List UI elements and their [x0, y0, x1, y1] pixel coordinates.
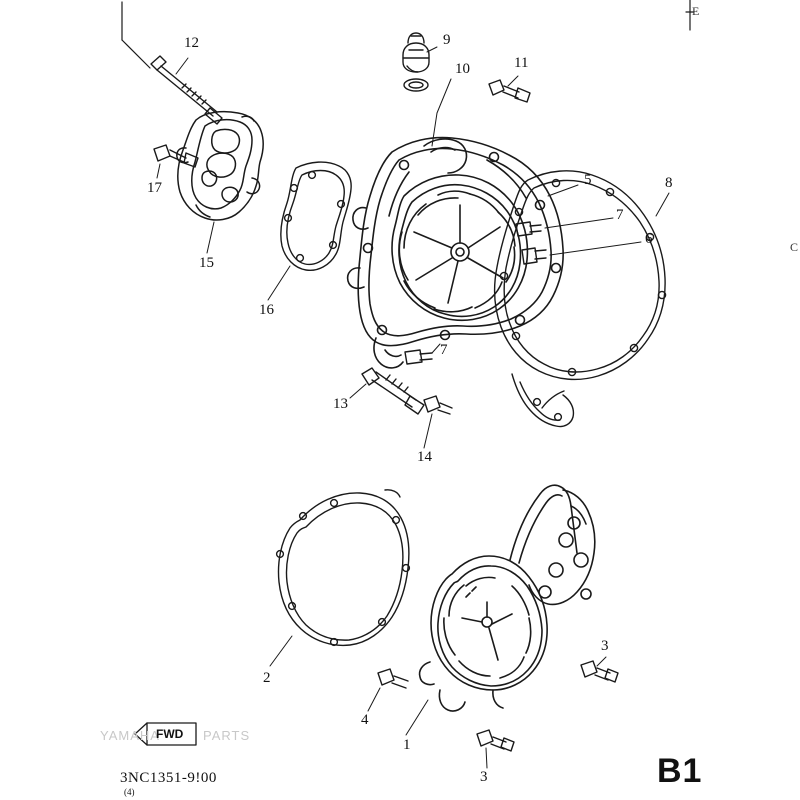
callout-12: 12	[184, 35, 199, 51]
callout-leader-7-lower	[432, 344, 440, 353]
edge-mark-right: C	[790, 240, 799, 254]
callout-7-upper: 7	[616, 207, 624, 223]
callout-leader-5	[548, 185, 578, 196]
callout-5: 5	[584, 172, 592, 188]
callout-leader-7-upper	[545, 218, 613, 228]
callout-leader-1	[406, 700, 428, 735]
part-8-gasket	[495, 171, 666, 408]
callout-10: 10	[455, 61, 470, 77]
callout-8: 8	[665, 175, 673, 191]
part-11-bolt	[489, 80, 530, 102]
callout-1: 1	[403, 737, 411, 753]
callout-leader-4	[368, 688, 380, 711]
part-16-gasket	[281, 162, 351, 270]
sheet-code: B1	[657, 752, 703, 790]
part-12-bolt	[151, 56, 222, 124]
callout-17: 17	[147, 180, 162, 196]
callout-leader-2	[270, 636, 292, 666]
part-7-dowel-upper	[516, 222, 541, 236]
fwd-label: FWD	[156, 727, 184, 741]
callout-leader-3-bottom	[486, 748, 487, 768]
part-17-bolt	[154, 145, 198, 167]
edge-mark-top-right: E	[692, 4, 700, 18]
watermark-right: PARTS	[203, 728, 251, 743]
callout-leader-16	[268, 266, 290, 300]
callout-3-right: 3	[601, 638, 609, 654]
callout-leader-11	[508, 76, 518, 86]
callout-leader-12	[176, 58, 188, 74]
callout-16: 16	[259, 302, 274, 318]
callout-leader-17	[157, 164, 160, 178]
callout-4: 4	[361, 712, 369, 728]
callout-3-bottom: 3	[480, 769, 488, 785]
part-3-bolt-bottom	[477, 730, 514, 751]
callout-leader-3-right	[597, 657, 606, 666]
callout-leader-15	[207, 222, 214, 253]
callout-13: 13	[333, 396, 348, 412]
part-number: 3NC1351-9!00	[120, 770, 217, 786]
watermark-left: YAMAHA	[100, 728, 160, 743]
callout-leader-8	[656, 193, 669, 216]
callout-leader-14	[424, 414, 432, 448]
part-10-oring	[404, 79, 428, 91]
part-number-suffix: (4)	[124, 787, 135, 797]
part-5-crankcase-cover	[348, 138, 564, 368]
part-14-bolt	[424, 396, 452, 414]
callout-6: 6	[645, 231, 653, 247]
part-9-filler-cap	[403, 33, 429, 72]
part-8-gasket-tail	[512, 374, 573, 427]
callout-11: 11	[514, 55, 529, 71]
callout-2: 2	[263, 670, 271, 686]
part-1-cover	[420, 485, 595, 711]
callout-leader-10	[432, 79, 451, 146]
callout-15: 15	[199, 255, 214, 271]
callout-7-lower: 7	[440, 342, 448, 358]
part-7-dowel-lower	[405, 350, 432, 364]
callout-14: 14	[417, 449, 432, 465]
callout-9: 9	[443, 32, 451, 48]
part-4-bolt	[378, 669, 408, 688]
part-6-plug	[522, 248, 546, 264]
part-13-bolt	[362, 368, 424, 414]
callout-leader-13	[350, 384, 366, 398]
part-2-gasket	[277, 490, 410, 646]
